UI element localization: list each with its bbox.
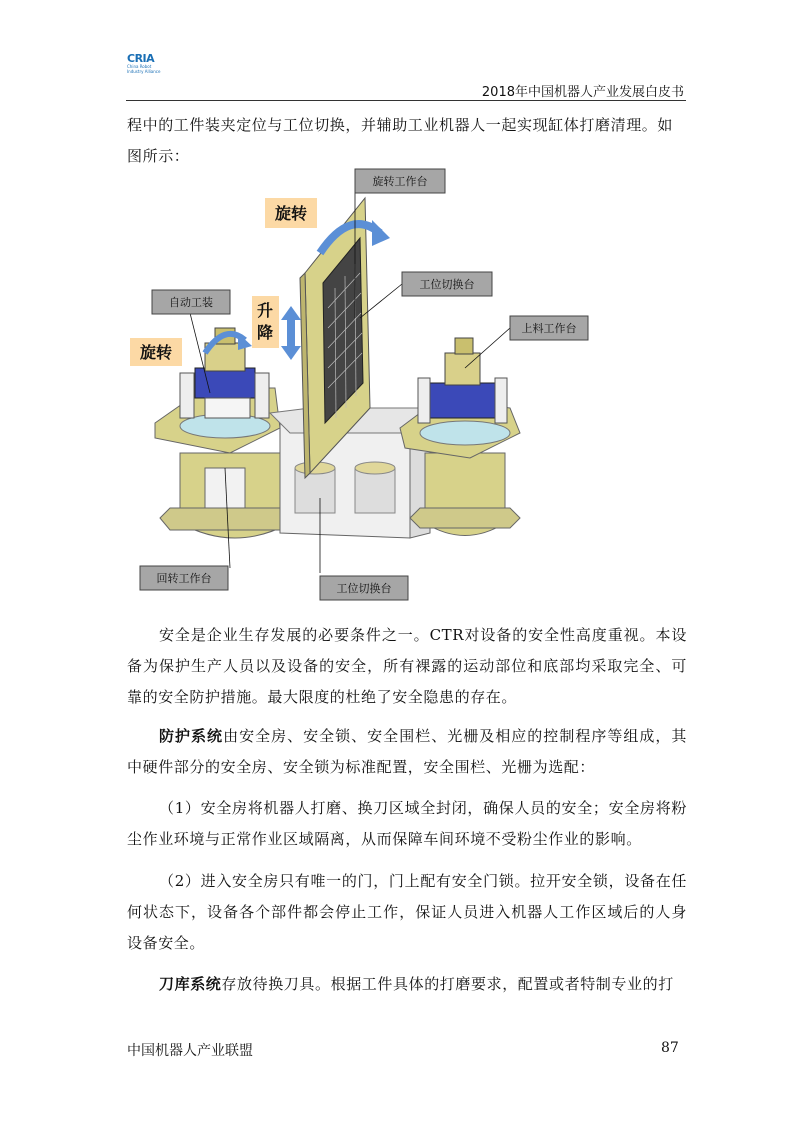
page-number: 87 [661,1040,679,1056]
intro-line-2: 图所示： [127,147,190,165]
rotate-arrow-top-head [372,220,390,246]
callout-auto-fixture: 自动工装 [169,296,213,309]
cria-logo [127,52,159,86]
loading-fixture-device [418,338,507,423]
tool-magazine-text: 存放待换刀具。根据工件具体的打磨要求，配置或者特制专业的打 [221,975,674,993]
lift-arrow-icon [281,306,301,360]
label-lift-char-1: 升 [256,301,274,320]
equipment-figure [110,168,670,608]
rotate-arrow-left-head [238,333,252,350]
label-rotate-left: 旋转 [139,343,173,362]
protection-system-text: 由安全房、安全锁、安全围栏、光栅及相应的控制程序等组成，其中硬件部分的安全房、安全锁为标准配置，安全围栏、光栅为选配： [127,727,688,776]
callout-rotary-table: 旋转工作台 [372,175,428,188]
paragraph-item-1: （1）安全房将机器人打磨、换刀区域全封闭，确保人员的安全；安全房将粉尘作业环境与正常作业区域隔离，从而保障车间环境不受粉尘作业的影响。 [127,799,687,848]
callout-station-switch-bottom: 工位切换台 [336,582,392,595]
term-protection-system: 防护系统 [159,727,224,745]
paragraph-protection-system [127,721,687,783]
paragraph-safety: 安全是企业生存发展的必要条件之一。CTR对设备的安全性高度重视。本设备为保护生产人员以及设备的安全，所有裸露的运动部位和底部均采取完全、可靠的安全防护措施。最大限度的杜绝了安全隐患的存在。 [127,626,687,706]
label-lift-char-2: 降 [256,323,274,342]
callout-station-switch-top: 工位切换台 [419,278,475,291]
header-title: 2018年中国机器人产业发展白皮书 [481,85,684,100]
logo-subtext: China Robot Industry Alliance [127,64,161,74]
paragraph-tool-magazine [127,969,687,1000]
term-tool-magazine: 刀库系统 [159,975,222,993]
footer-org: 中国机器人产业联盟 [127,1043,253,1059]
intro-line-1: 程中的工件装夹定位与工位切换，并辅助工业机器人一起实现缸体打磨清理。如 [127,116,674,134]
callout-loading-table: 上料工作台 [521,322,577,335]
label-rotate-top: 旋转 [274,204,308,223]
paragraph-item-2: （2）进入安全房只有唯一的门，门上配有安全门锁。拉开安全锁，设备在任何状态下，设备各个部件都会停止工作，保证人员进入机器人工作区域后的人身设备安全。 [127,872,687,952]
logo-text: CRIA [127,52,155,65]
header-divider [126,100,686,101]
intro-paragraph [127,110,687,172]
callout-turning-table: 回转工作台 [156,572,212,585]
